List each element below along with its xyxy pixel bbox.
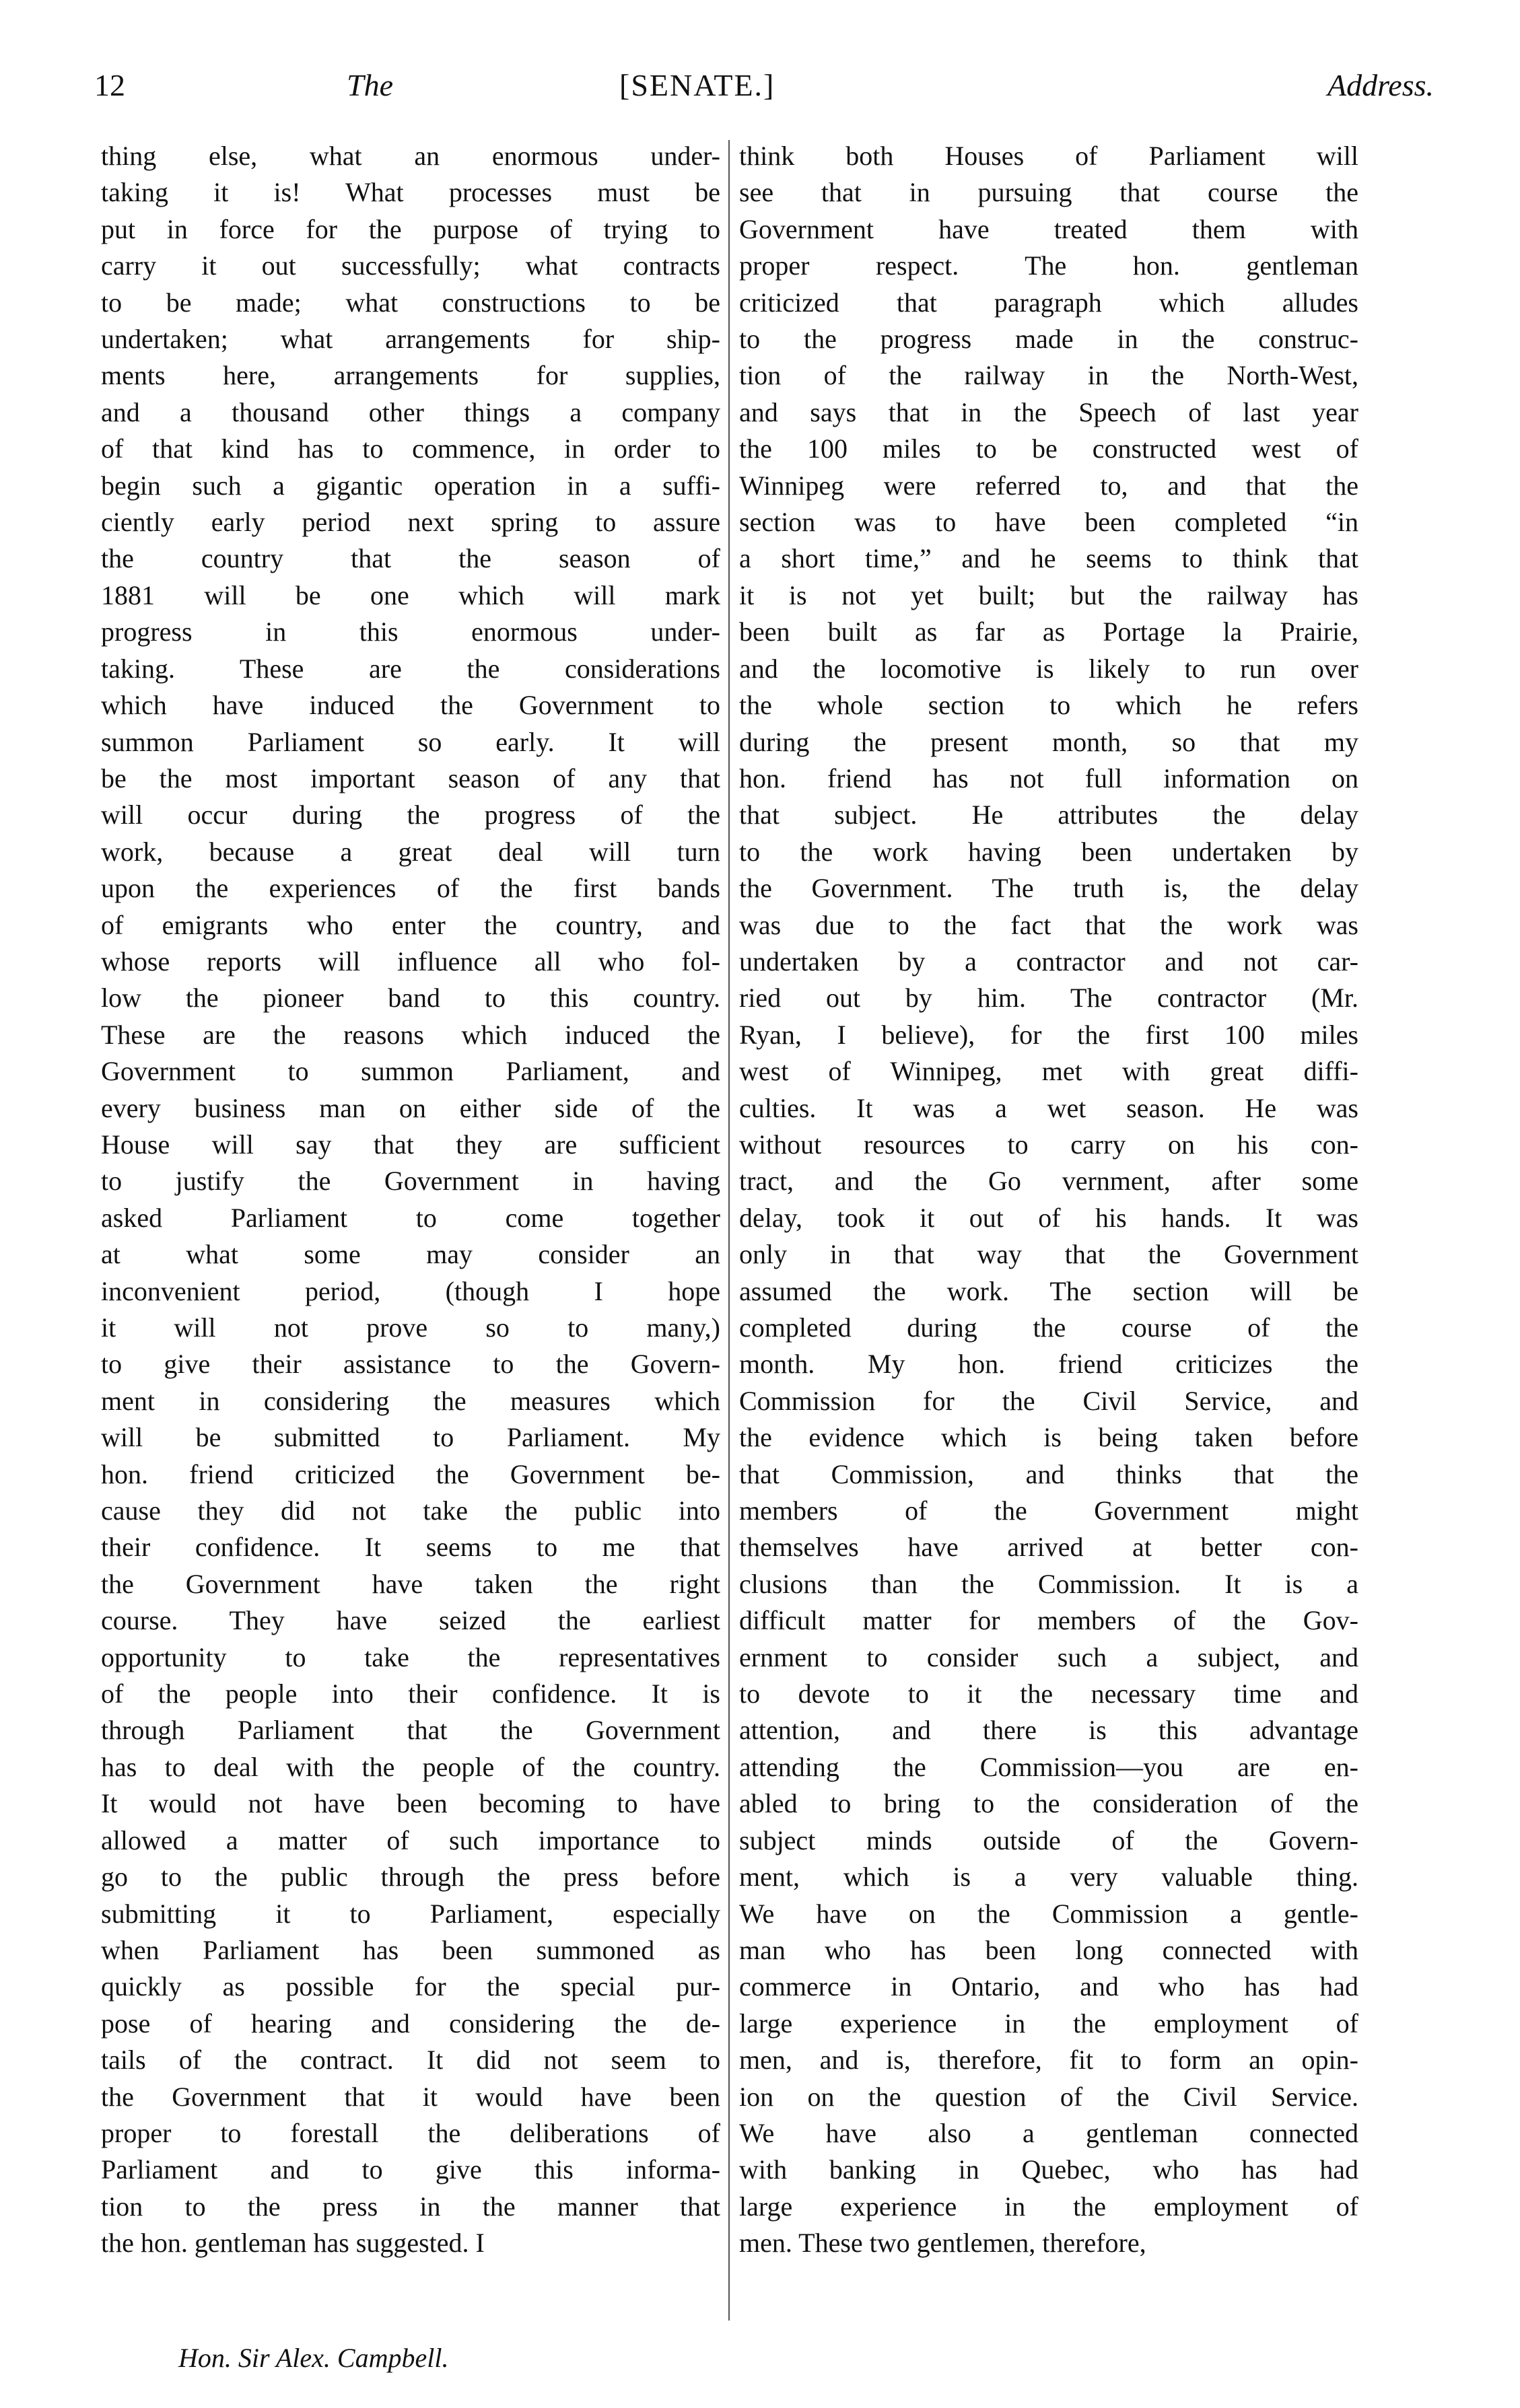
text-line: month. My hon. friend criticizes the bbox=[739, 1349, 1358, 1380]
text-line: and the locomotive is likely to run over bbox=[739, 653, 1358, 684]
text-line: Government have treated them with bbox=[739, 213, 1358, 244]
text-line: the hon. gentleman has suggested. I bbox=[101, 2228, 485, 2259]
text-line: ernment to consider such a subject, and bbox=[739, 1641, 1358, 1672]
text-line: section was to have been completed “in bbox=[739, 507, 1358, 538]
text-line: to justify the Government in having bbox=[101, 1166, 720, 1197]
text-line: hon. friend criticized the Government be- bbox=[101, 1458, 720, 1489]
text-line: tion of the railway in the North-West, bbox=[739, 360, 1358, 391]
text-line: to the work having been undertaken by bbox=[739, 836, 1358, 867]
text-line: attention, and there is this advantage bbox=[739, 1715, 1358, 1746]
text-line: delay, took it out of his hands. It was bbox=[739, 1202, 1358, 1233]
text-line: begin such a gigantic operation in a suffi- bbox=[101, 470, 720, 501]
text-line: the 100 miles to be constructed west of bbox=[739, 433, 1358, 464]
text-line: their confidence. It seems to me that bbox=[101, 1532, 720, 1563]
text-line: when Parliament has been summoned as bbox=[101, 1934, 720, 1965]
text-line: undertaken by a contractor and not car- bbox=[739, 946, 1358, 977]
text-line: We have on the Commission a gentle- bbox=[739, 1898, 1358, 1929]
text-line: that subject. He attributes the delay bbox=[739, 800, 1358, 830]
text-line: be the most important season of any that bbox=[101, 763, 720, 793]
text-line: undertaken; what arrangements for ship- bbox=[101, 324, 720, 355]
footer-speaker: Hon. Sir Alex. Campbell. bbox=[178, 2343, 449, 2373]
text-line: House will say that they are sufficient bbox=[101, 1129, 720, 1160]
text-line: go to the public through the press before bbox=[101, 1862, 720, 1892]
text-line: has to deal with the people of the country. bbox=[101, 1751, 720, 1782]
text-line: tion to the press in the manner that bbox=[101, 2191, 720, 2222]
text-line: to be made; what constructions to be bbox=[101, 287, 720, 318]
text-line: tract, and the Go vernment, after some bbox=[739, 1166, 1358, 1197]
left-column bbox=[101, 138, 720, 2318]
text-line: see that in pursuing that course the bbox=[739, 177, 1358, 208]
text-line: it will not prove so to many,) bbox=[101, 1312, 720, 1343]
text-line: cause they did not take the public into bbox=[101, 1495, 720, 1526]
text-line: tails of the contract. It did not seem to bbox=[101, 2045, 720, 2076]
text-line: submitting it to Parliament, especially bbox=[101, 1898, 720, 1929]
text-line: carry it out successfully; what contracts bbox=[101, 250, 720, 281]
text-line: of the people into their confidence. It is bbox=[101, 1678, 720, 1709]
text-line: to devote to it the necessary time and bbox=[739, 1678, 1358, 1709]
text-line: will occur during the progress of the bbox=[101, 800, 720, 830]
text-line: Parliament and to give this informa- bbox=[101, 2154, 720, 2185]
text-line: the Government that it would have been bbox=[101, 2081, 720, 2112]
text-line: will be submitted to Parliament. My bbox=[101, 1422, 720, 1453]
text-line: the Government. The truth is, the delay bbox=[739, 873, 1358, 904]
text-line: ciently early period next spring to assure bbox=[101, 507, 720, 538]
text-line: ion on the question of the Civil Service. bbox=[739, 2081, 1358, 2112]
page-number: 12 bbox=[94, 68, 125, 102]
page-header bbox=[94, 67, 1434, 121]
text-line: opportunity to take the representatives bbox=[101, 1641, 720, 1672]
text-line: ments here, arrangements for supplies, bbox=[101, 360, 720, 391]
text-line: men. These two gentlemen, therefore, bbox=[739, 2228, 1146, 2259]
text-line: with banking in Quebec, who has had bbox=[739, 2154, 1358, 2185]
text-line: been built as far as Portage la Prairie, bbox=[739, 616, 1358, 647]
text-line: only in that way that the Government bbox=[739, 1239, 1358, 1270]
text-line: large experience in the employment of bbox=[739, 2008, 1358, 2039]
text-line: put in force for the purpose of trying to bbox=[101, 213, 720, 244]
text-line: was due to the fact that the work was bbox=[739, 909, 1358, 940]
text-line: and says that in the Speech of last year bbox=[739, 396, 1358, 427]
text-line: of emigrants who enter the country, and bbox=[101, 909, 720, 940]
text-line: large experience in the employment of bbox=[739, 2191, 1358, 2222]
text-line: think both Houses of Parliament will bbox=[739, 141, 1358, 171]
text-line: Government to summon Parliament, and bbox=[101, 1056, 720, 1087]
text-line: taking. These are the considerations bbox=[101, 653, 720, 684]
text-line: commerce in Ontario, and who has had bbox=[739, 1971, 1358, 2002]
text-line: It would not have been becoming to have bbox=[101, 1788, 720, 1819]
text-line: These are the reasons which induced the bbox=[101, 1019, 720, 1050]
text-line: through Parliament that the Government bbox=[101, 1715, 720, 1746]
text-line: We have also a gentleman connected bbox=[739, 2117, 1358, 2148]
header-right-title: Address. bbox=[1327, 68, 1434, 102]
text-line: clusions than the Commission. It is a bbox=[739, 1568, 1358, 1599]
text-line: to the progress made in the construc- bbox=[739, 324, 1358, 355]
text-line: ried out by him. The contractor (Mr. bbox=[739, 983, 1358, 1014]
text-line: Ryan, I believe), for the first 100 miles bbox=[739, 1019, 1358, 1050]
text-line: proper to forestall the deliberations of bbox=[101, 2117, 720, 2148]
text-line: and a thousand other things a company bbox=[101, 396, 720, 427]
text-line: thing else, what an enormous under- bbox=[101, 141, 720, 171]
text-line: ment, which is a very valuable thing. bbox=[739, 1862, 1358, 1892]
text-line: abled to bring to the consideration of the bbox=[739, 1788, 1358, 1819]
text-line: difficult matter for members of the Gov- bbox=[739, 1605, 1358, 1636]
text-line: west of Winnipeg, met with great diffi- bbox=[739, 1056, 1358, 1087]
text-line: during the present month, so that my bbox=[739, 726, 1358, 757]
text-line: culties. It was a wet season. He was bbox=[739, 1092, 1358, 1123]
text-line: every business man on either side of the bbox=[101, 1092, 720, 1123]
text-line: summon Parliament so early. It will bbox=[101, 726, 720, 757]
text-line: asked Parliament to come together bbox=[101, 1202, 720, 1233]
text-line: criticized that paragraph which alludes bbox=[739, 287, 1358, 318]
text-line: taking it is! What processes must be bbox=[101, 177, 720, 208]
text-line: proper respect. The hon. gentleman bbox=[739, 250, 1358, 281]
text-line: that Commission, and thinks that the bbox=[739, 1458, 1358, 1489]
text-line: upon the experiences of the first bands bbox=[101, 873, 720, 904]
text-line: a short time,” and he seems to think that bbox=[739, 543, 1358, 574]
text-line: progress in this enormous under- bbox=[101, 616, 720, 647]
text-line: without resources to carry on his con- bbox=[739, 1129, 1358, 1160]
text-line: at what some may consider an bbox=[101, 1239, 720, 1270]
text-line: the country that the season of bbox=[101, 543, 720, 574]
text-line: work, because a great deal will turn bbox=[101, 836, 720, 867]
text-line: themselves have arrived at better con- bbox=[739, 1532, 1358, 1563]
text-line: assumed the work. The section will be bbox=[739, 1275, 1358, 1306]
text-line: men, and is, therefore, fit to form an opin- bbox=[739, 2045, 1358, 2076]
text-line: to give their assistance to the Govern- bbox=[101, 1349, 720, 1380]
text-line: completed during the course of the bbox=[739, 1312, 1358, 1343]
text-line: attending the Commission—you are en- bbox=[739, 1751, 1358, 1782]
text-line: the whole section to which he refers bbox=[739, 690, 1358, 721]
text-line: 1881 will be one which will mark bbox=[101, 579, 720, 610]
text-line: the evidence which is being taken before bbox=[739, 1422, 1358, 1453]
text-line: ment in considering the measures which bbox=[101, 1385, 720, 1416]
text-line: of that kind has to commence, in order to bbox=[101, 433, 720, 464]
text-line: it is not yet built; but the railway has bbox=[739, 579, 1358, 610]
text-line: hon. friend has not full information on bbox=[739, 763, 1358, 793]
text-line: course. They have seized the earliest bbox=[101, 1605, 720, 1636]
text-line: Commission for the Civil Service, and bbox=[739, 1385, 1358, 1416]
text-line: allowed a matter of such importance to bbox=[101, 1825, 720, 1855]
text-line: the Government have taken the right bbox=[101, 1568, 720, 1599]
text-line: Winnipeg were referred to, and that the bbox=[739, 470, 1358, 501]
text-line: man who has been long connected with bbox=[739, 1934, 1358, 1965]
text-line: whose reports will influence all who fol- bbox=[101, 946, 720, 977]
text-line: quickly as possible for the special pur- bbox=[101, 1971, 720, 2002]
text-line: pose of hearing and considering the de- bbox=[101, 2008, 720, 2039]
right-column bbox=[739, 138, 1358, 2318]
text-line: subject minds outside of the Govern- bbox=[739, 1825, 1358, 1855]
text-line: low the pioneer band to this country. bbox=[101, 983, 720, 1014]
header-center-title: [SENATE.] bbox=[619, 68, 775, 102]
header-left-title: The bbox=[347, 68, 393, 102]
text-line: which have induced the Government to bbox=[101, 690, 720, 721]
text-line: members of the Government might bbox=[739, 1495, 1358, 1526]
column-divider bbox=[728, 140, 730, 2321]
text-line: inconvenient period, (though I hope bbox=[101, 1275, 720, 1306]
